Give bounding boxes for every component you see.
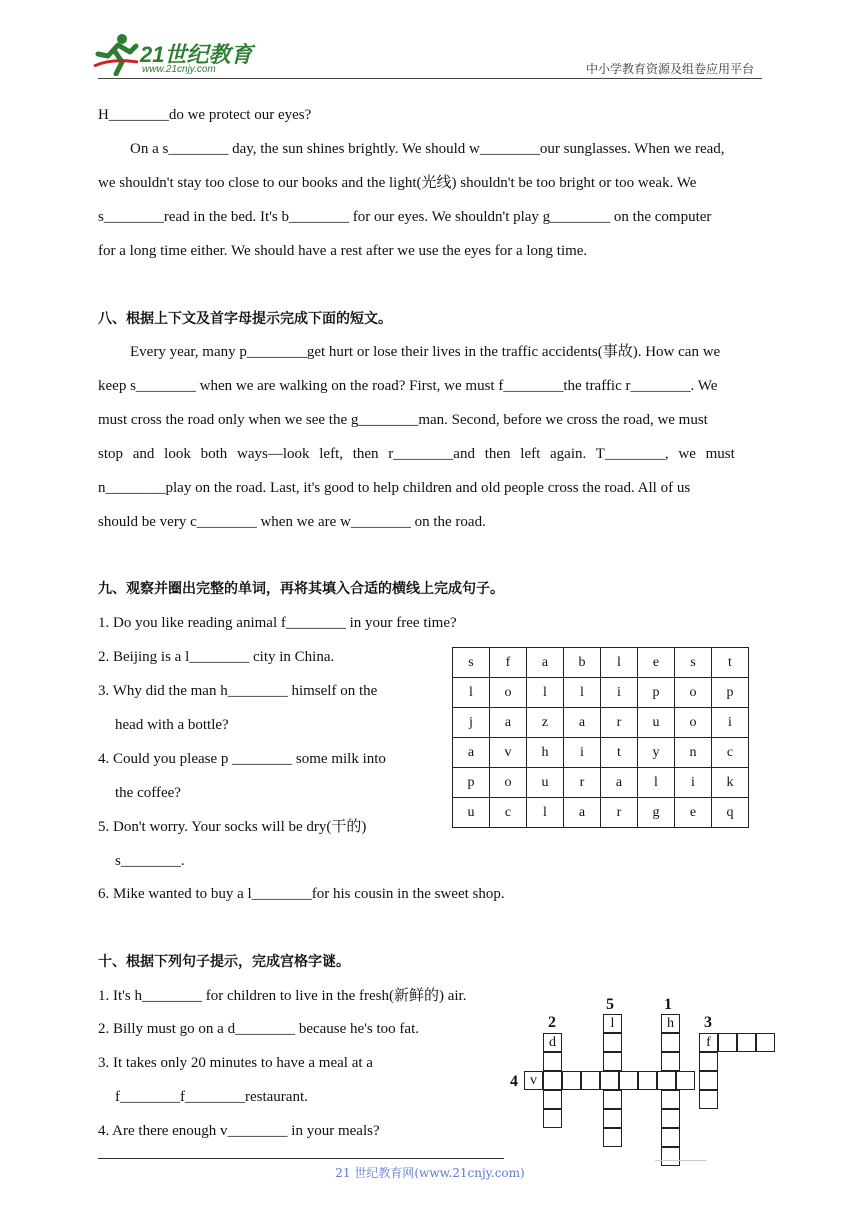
crossword-cell: d [543,1033,562,1052]
word-search-grid [452,647,749,828]
section8-line-3: must cross the road only when we see the g________man. Second, before we cross the road, we must [98,412,708,428]
section7-question: H________do we protect our eyes? [98,107,312,123]
grid-cell: i [564,738,601,768]
clue-number: 1 [664,996,672,1013]
runner-icon [92,32,140,76]
crossword-cell: h [661,1014,680,1033]
section8-line-5: n________play on the road. Last, it's good to help children and old people cross the road. All of us [98,480,691,496]
crossword-cell [657,1071,676,1090]
crossword-cell [543,1052,562,1071]
section8-line-1: Every year, many p________get hurt or lose their lives in the traffic accidents(事故). How can we [130,344,721,360]
grid-cell: b [564,648,601,678]
crossword-cell [699,1052,718,1071]
crossword-cell [543,1071,562,1090]
crossword-cell [699,1090,718,1109]
crossword-cell [603,1033,622,1052]
grid-cell: u [527,768,564,798]
crossword-cell: f [699,1033,718,1052]
section9-item-3-cont: head with a bottle? [115,717,229,733]
grid-cell: e [638,648,675,678]
clue-number: 5 [606,996,614,1013]
grid-row [453,768,749,798]
grid-cell: a [453,738,490,768]
section10-item-2: 2. Billy must go on a d________ because he's too fat. [98,1021,419,1037]
grid-cell: i [675,768,712,798]
footer-divider-short [655,1160,707,1161]
section7-line-2: we shouldn't stay too close to our books and the light(光线) shouldn't be too bright or too weak. We [98,175,697,191]
section9-item-4: 4. Could you please p ________ some milk into [98,751,386,767]
grid-row [453,708,749,738]
section10-item-3-cont: f________f________restaurant. [115,1089,308,1105]
grid-cell: o [490,768,527,798]
crossword-cell [661,1109,680,1128]
clue-number: 2 [548,1014,556,1031]
grid-row [453,678,749,708]
logo-url: www.21cnjy.com [142,64,216,75]
grid-cell: k [712,768,749,798]
grid-cell: l [638,768,675,798]
grid-cell: a [527,648,564,678]
crossword-cell [543,1109,562,1128]
footer-divider [98,1158,504,1159]
platform-name: 中小学教育资源及组卷应用平台 [585,62,754,76]
grid-cell: p [453,768,490,798]
section9-title: 九、观察并圈出完整的单词，再将其填入合适的横线上完成句子。 [98,581,504,597]
crossword-cell: l [603,1014,622,1033]
grid-cell: l [527,678,564,708]
section9-item-3: 3. Why did the man h________ himself on the [98,683,378,699]
crossword-cell [603,1128,622,1147]
crossword-cell: v [524,1071,543,1090]
section10-item-4: 4. Are there enough v________ in your meals? [98,1123,380,1139]
crossword-puzzle [505,990,795,1160]
grid-cell: i [712,708,749,738]
section10-item-1: 1. It's h________ for children to live in the fresh(新鲜的) air. [98,988,467,1004]
crossword-cell [676,1071,695,1090]
grid-cell: l [564,678,601,708]
site-logo [92,32,262,82]
crossword-cell [562,1071,581,1090]
section8-line-2: keep s________ when we are walking on the road? First, we must f________the traffic r________. We [98,378,718,394]
grid-cell: r [601,798,638,828]
crossword-cell [600,1071,619,1090]
grid-cell: f [490,648,527,678]
section9-item-6: 6. Mike wanted to buy a l________for his cousin in the sweet shop. [98,886,505,902]
grid-cell: v [490,738,527,768]
crossword-cell [661,1090,680,1109]
section8-line-6: should be very c________ when we are w________ on the road. [98,514,486,530]
section9-item-2: 2. Beijing is a l________ city in China. [98,649,335,665]
crossword-cell [603,1109,622,1128]
grid-cell: y [638,738,675,768]
grid-cell: r [601,708,638,738]
grid-cell: l [601,648,638,678]
section9-item-5: 5. Don't worry. Your socks will be dry(干的) [98,819,367,835]
grid-cell: q [712,798,749,828]
grid-cell: c [712,738,749,768]
crossword-cell [756,1033,775,1052]
crossword-cell [699,1071,718,1090]
section9-item-1: 1. Do you like reading animal f________ in your free time? [98,615,457,631]
grid-cell: p [638,678,675,708]
crossword-cell [737,1033,756,1052]
grid-cell: o [675,708,712,738]
grid-cell: a [601,768,638,798]
crossword-cell [619,1071,638,1090]
grid-cell: u [638,708,675,738]
grid-cell: l [527,798,564,828]
section9-item-5-cont: s________. [115,853,185,869]
grid-cell: z [527,708,564,738]
grid-cell: e [675,798,712,828]
crossword-cell [718,1033,737,1052]
grid-cell: s [675,648,712,678]
grid-cell: a [564,708,601,738]
grid-cell: i [601,678,638,708]
grid-row [453,738,749,768]
grid-cell: g [638,798,675,828]
section8-title: 八、根据上下文及首字母提示完成下面的短文。 [98,311,392,327]
crossword-cell [603,1052,622,1071]
crossword-cell [638,1071,657,1090]
grid-cell: p [712,678,749,708]
grid-cell: j [453,708,490,738]
grid-cell: o [675,678,712,708]
grid-cell: t [601,738,638,768]
grid-cell: r [564,768,601,798]
section10-item-3: 3. It takes only 20 minutes to have a meal at a [98,1055,373,1071]
section7-line-4: for a long time either. We should have a rest after we use the eyes for a long time. [98,243,588,259]
grid-cell: n [675,738,712,768]
section9-item-4-cont: the coffee? [115,785,181,801]
section10-title: 十、根据下列句子提示，完成宫格字谜。 [98,954,350,970]
grid-row [453,648,749,678]
section8-line-4: stop and look both ways—look left, then r________and then left again. T________, we must [98,446,735,462]
section7-line-3: s________read in the bed. It's b________ for our eyes. We shouldn't play g________ on the computer [98,209,712,225]
footer-text: 21 世纪教育网(www.21cnjy.com) [335,1166,525,1180]
grid-cell: t [712,648,749,678]
crossword-cell [603,1090,622,1109]
clue-number: 3 [704,1014,712,1031]
crossword-cell [581,1071,600,1090]
grid-cell: s [453,648,490,678]
grid-cell: h [527,738,564,768]
crossword-cell [661,1052,680,1071]
crossword-cell [661,1128,680,1147]
grid-cell: u [453,798,490,828]
logo-text: 21世纪教育 [140,42,253,67]
grid-cell: a [490,708,527,738]
crossword-cell [543,1090,562,1109]
grid-cell: a [564,798,601,828]
crossword-cell [661,1033,680,1052]
grid-row [453,798,749,828]
header-divider [98,78,762,79]
grid-cell: c [490,798,527,828]
grid-cell: l [453,678,490,708]
clue-number: 4 [510,1073,518,1090]
grid-cell: o [490,678,527,708]
section7-line-1: On a s________ day, the sun shines brightly. We should w________our sunglasses. When we read, [130,141,725,157]
